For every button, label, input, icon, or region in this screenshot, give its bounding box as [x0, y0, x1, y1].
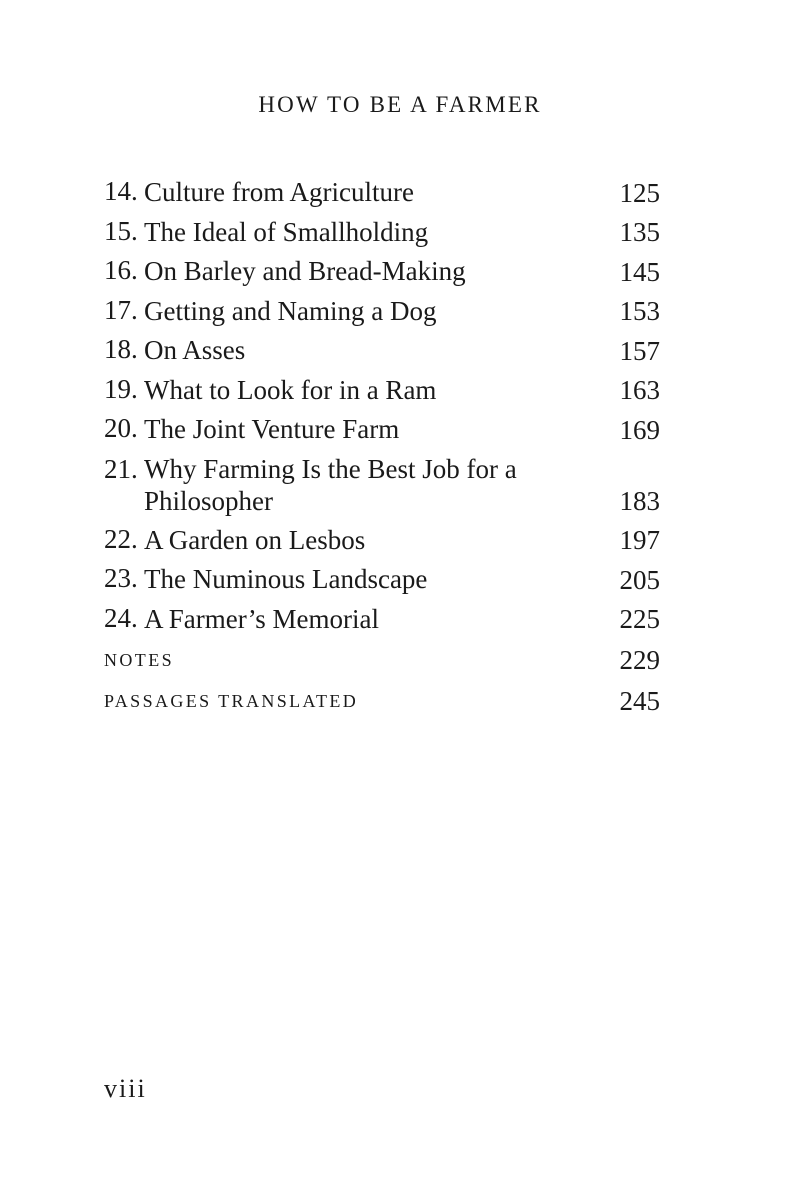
page-number: 183: [619, 485, 660, 516]
chapter-title: On Asses: [144, 335, 246, 365]
chapter-title: The Ideal of Smallholding: [144, 216, 429, 247]
chapter-title: A Garden on Lesbos: [144, 524, 366, 555]
chapter-number: 22.: [104, 523, 138, 554]
toc-entry: [104, 172, 660, 212]
chapter-title: A Farmer’s Memorial: [144, 603, 379, 634]
chapter-number: 17.: [104, 294, 138, 325]
page-number: 229: [619, 645, 660, 675]
page-number: 125: [619, 177, 660, 208]
chapter-title: The Joint Venture Farm: [144, 414, 400, 444]
chapter-number: 19.: [104, 373, 138, 404]
chapter-number: 16.: [104, 255, 138, 285]
chapter-number: 24.: [104, 602, 138, 633]
table-of-contents: [104, 172, 660, 720]
chapter-number: 20.: [104, 413, 138, 443]
page-number: 169: [619, 414, 660, 445]
toc-entry: [104, 330, 660, 370]
running-head: HOW TO BE A FARMER: [258, 92, 542, 117]
toc-entry: [104, 212, 660, 252]
toc-entry-passages-translated: [104, 681, 660, 720]
toc-entry: [104, 370, 660, 410]
back-matter-title: NOTES: [104, 650, 174, 670]
page-number: 163: [619, 375, 660, 405]
toc-entry: [104, 520, 660, 560]
page-number: 245: [619, 686, 660, 716]
page-number: 157: [619, 335, 660, 366]
chapter-title: On Barley and Bread-Making: [144, 256, 466, 286]
chapter-number: 23.: [104, 563, 138, 593]
toc-entry: [104, 559, 660, 599]
back-matter-title: PASSAGES TRANSLATED: [104, 691, 359, 711]
page-number: 197: [619, 525, 660, 555]
page-number: 145: [619, 256, 660, 287]
page-number: 205: [619, 564, 660, 595]
toc-entry-notes: [104, 640, 660, 679]
page-folio: viii: [104, 1074, 147, 1103]
chapter-title: What to Look for in a Ram: [144, 374, 437, 405]
chapter-title: Culture from Agriculture: [144, 177, 414, 207]
toc-entry: [104, 599, 660, 639]
chapter-title: Getting and Naming a Dog: [144, 295, 437, 326]
chapter-number: 21.: [104, 453, 138, 484]
toc-entry: [104, 291, 660, 331]
page-number: 135: [619, 217, 660, 247]
toc-entry: [104, 409, 660, 449]
chapter-title: The Numinous Landscape: [144, 564, 428, 594]
toc-entry: [104, 449, 660, 520]
page-number: 153: [619, 296, 660, 326]
page-number: 225: [619, 604, 660, 634]
chapter-title: Why Farming Is the Best Job for a Philosopher: [144, 453, 517, 516]
toc-entry: [104, 251, 660, 291]
chapter-number: 15.: [104, 215, 138, 246]
chapter-number: 18.: [104, 334, 138, 364]
chapter-number: 14.: [104, 176, 138, 206]
